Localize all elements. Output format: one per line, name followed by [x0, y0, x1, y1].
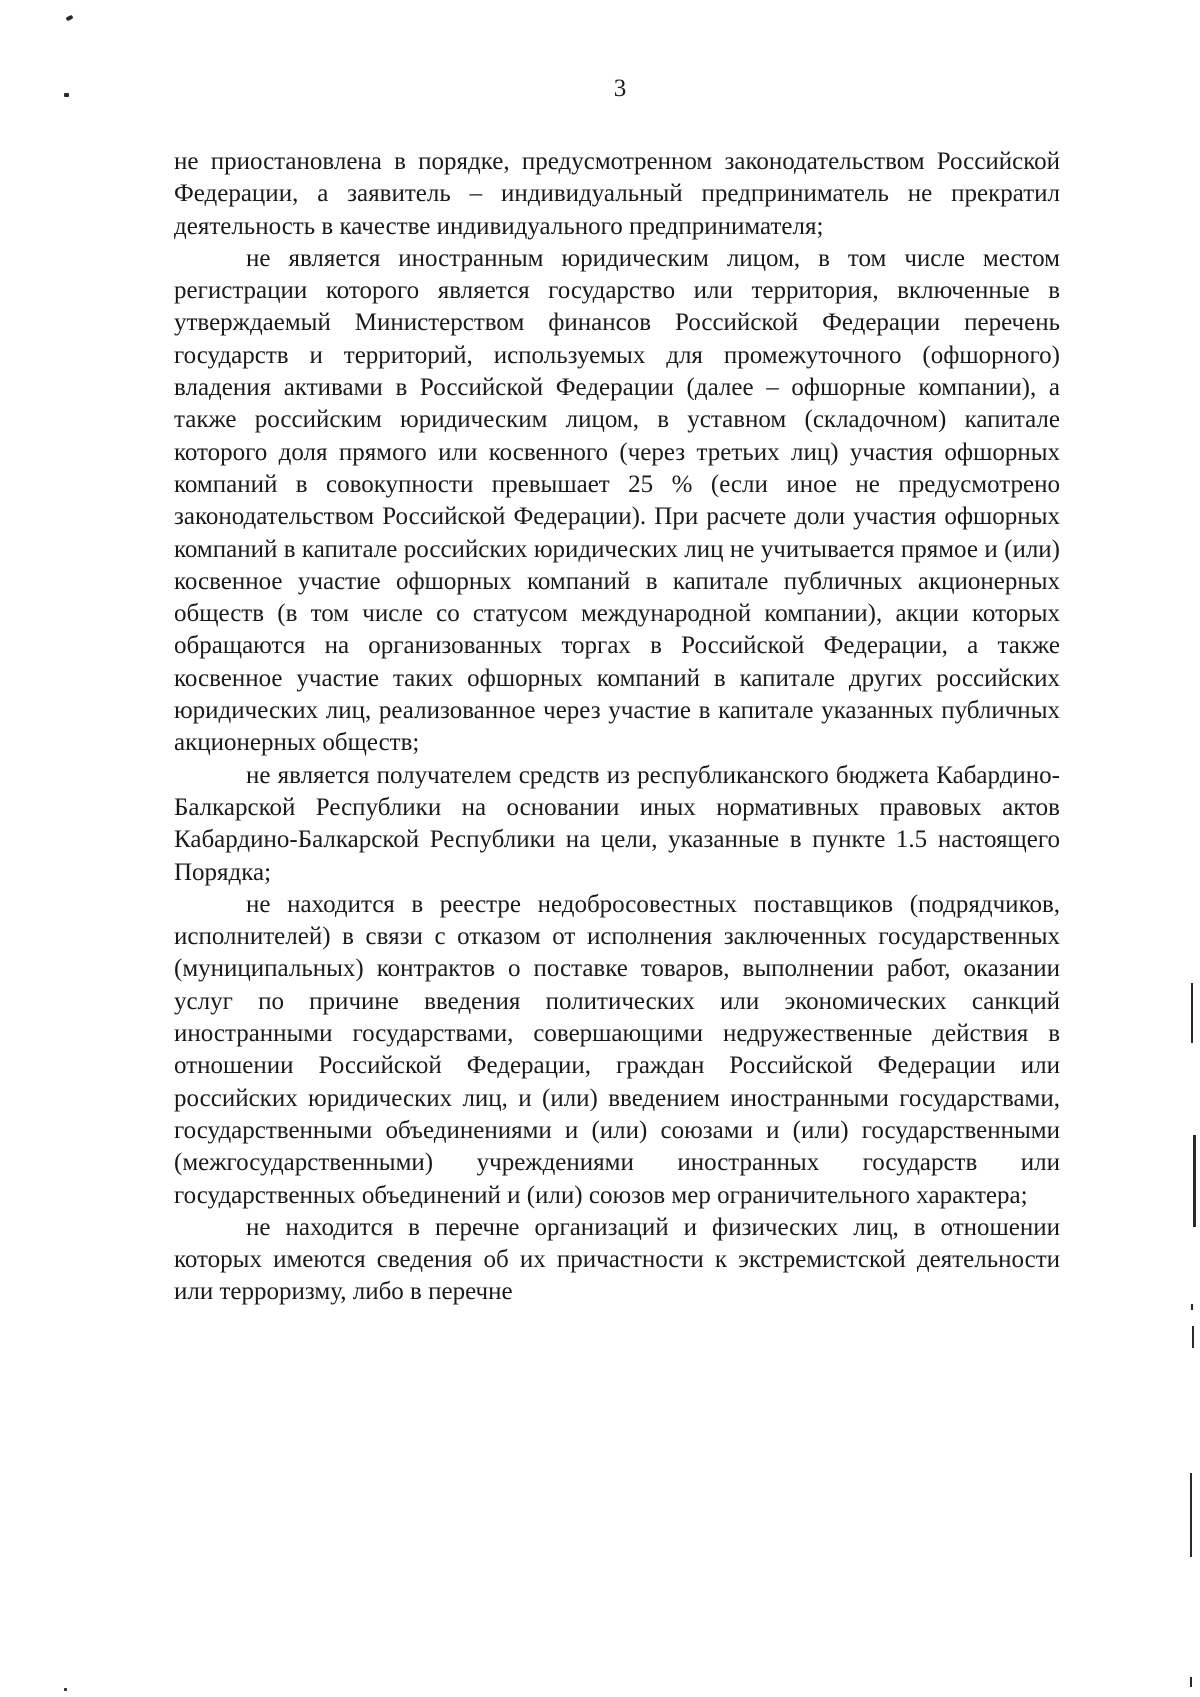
scan-artifact-line [1191, 983, 1193, 1043]
scan-artifact-dot [64, 93, 69, 97]
scan-artifact-line [1190, 1677, 1192, 1687]
scan-artifact-line [1190, 1473, 1192, 1557]
scan-artifact-dot [64, 1688, 67, 1691]
scan-artifact-line [1192, 1326, 1194, 1348]
paragraph-unfair-suppliers: не находится в реестре недобросовестных поставщиков (подрядчиков, исполнителей) в связи с отказом от исполнения заключенных государственных (муниципальных) контрактов о поставке товаров, выполнении работ, оказании услуг по причине введения политических или экономических санкций иностранными государствами, совершающими недружественные действия в отношении Российской Федерации, граждан Российской Федерации или российских юридических лиц, и (или) введением иностранными государствами, государственными объединениями и (или) союзами и (или) государственными (межгосударственными) учреждениями иностранных государств или государственных объединений и (или) союзов мер ограничительного характера; [174, 890, 1060, 1209]
paragraph-offshore: не является иностранным юридическим лицом, в том числе местом регистрации которого является государство или территория, включенные в утверждаемый Министерством финансов Российской Федерации перечень государств и территорий, используемых для промежуточного (офшорного) владения активами в Российской Федерации (далее – офшорные компании), а также российским юридическим лицом, в уставном (складочном) капитале которого доля прямого или косвенного (через третьих лиц) участия офшорных компаний в совокупности превышает 25 % (если иное не предусмотрено законодательством Российской Федерации). При расчете доли участия офшорных компаний в капитале российских юридических лиц не учитывается прямое и (или) косвенное участие офшорных компаний в капитале публичных акционерных обществ (в том числе со статусом международной компании), акции которых обращаются на организованных торгах в Российской Федерации, а также косвенное участие таких офшорных компаний в капитале других российских юридических лиц, реализованное через участие в капитале указанных публичных акционерных обществ; [174, 244, 1060, 757]
scan-artifact-line [1191, 1304, 1193, 1310]
document-body [174, 146, 1060, 1309]
paragraph-continuation: не приостановлена в порядке, предусмотренном законодательством Российской Федерации, а заявитель – индивидуальный предприниматель не прекратил деятельность в качестве индивидуального предпринимателя; [174, 148, 1060, 240]
scan-artifact-dot [65, 15, 73, 22]
paragraph-budget-recipient: не является получателем средств из республиканского бюджета Кабардино-Балкарской Республики на основании иных нормативных правовых актов Кабардино-Балкарской Республики на цели, указанные в пункте 1.5 настоящего Порядка; [174, 761, 1060, 886]
paragraph-extremism-list: не находится в перечне организаций и физических лиц, в отношении которых имеются сведения об их причастности к экстремистской деятельности или терроризму, либо в перечне [174, 1213, 1060, 1306]
page-number: 3 [613, 75, 627, 102]
scan-artifact-line [1193, 1135, 1196, 1227]
